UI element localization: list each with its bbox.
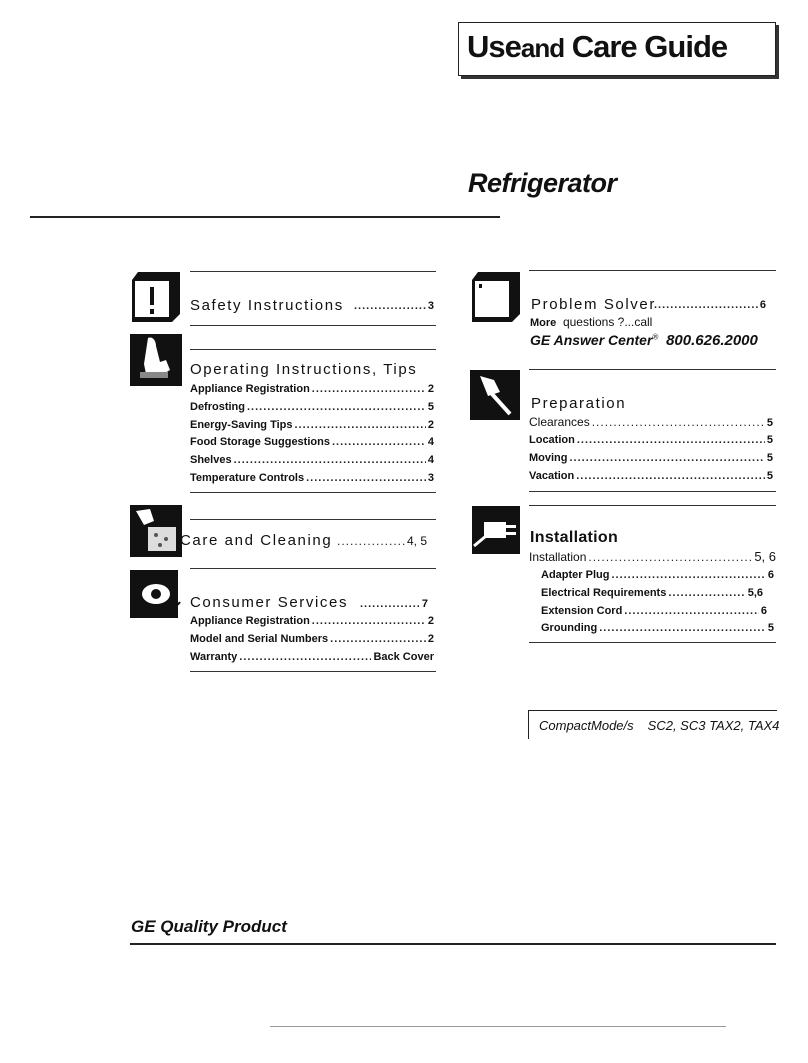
divider [529, 369, 776, 370]
list-item: Extension Cord ..... 6 [541, 605, 767, 617]
warning-icon [130, 270, 182, 329]
models-label: CompactMode/s [539, 718, 634, 733]
safety-entry: ..... 3 [352, 300, 434, 312]
list-item: Temperature Controls ..... 3 [190, 472, 434, 484]
product-title: Refrigerator [468, 168, 617, 198]
divider [529, 642, 776, 643]
list-item: Defrosting ..... 5 [190, 401, 434, 413]
list-item: Food Storage Suggestions ..... 4 [190, 436, 434, 448]
footer-rule [130, 943, 776, 945]
list-item: Location ..... 5 [529, 434, 773, 446]
divider [190, 671, 436, 672]
phone-hand-icon [130, 570, 182, 625]
page-bottom-rule [270, 1026, 726, 1027]
problem-entry: ..... 6 [652, 299, 766, 311]
divider [190, 492, 436, 493]
preparation-title: Preparation [531, 395, 627, 412]
list-item: Adapter Plug ..... 6 [541, 569, 774, 581]
list-item: Installation ..... 5, 6 [529, 549, 776, 564]
list-item: Electrical Requirements ..... 5,6 [541, 587, 763, 599]
registered-mark: ® [652, 332, 659, 342]
sponge-hand-icon [130, 505, 182, 562]
guide-title [467, 29, 727, 65]
problem-title: Problem Solver [531, 296, 656, 313]
list-item: Model and Serial Numbers ..... 2 [190, 633, 434, 645]
list-item: Appliance Registration ..... 2 [190, 615, 434, 627]
hand-tool-icon [470, 370, 522, 425]
title-use: Use [467, 29, 521, 64]
finger-press-icon [130, 334, 182, 391]
care-entry: ..... 4, 5 [335, 534, 427, 548]
divider [190, 349, 436, 350]
divider [190, 568, 436, 569]
list-item: Vacation ..... 5 [529, 470, 773, 482]
divider [190, 325, 436, 326]
refrigerator-icon [470, 270, 522, 329]
list-item: Energy-Saving Tips ..... 2 [190, 419, 434, 431]
list-item: Clearances ..... 5 [529, 415, 773, 429]
consumer-entry: ..... 7 [358, 598, 428, 610]
divider [529, 505, 776, 506]
questions-text: questions ?...call [562, 315, 653, 329]
consumer-title: Consumer Services [190, 594, 349, 611]
installation-title: Installation [530, 529, 619, 546]
operating-title: Operating Instructions, Tips [190, 361, 418, 378]
title-box [458, 22, 776, 76]
safety-title: Safety Instructions [190, 297, 344, 314]
list-item: Appliance Registration ..... 2 [190, 383, 434, 395]
divider [529, 491, 776, 492]
models-value: SC2, SC3 TAX2, TAX4 [647, 718, 780, 733]
plug-icon [472, 506, 522, 561]
title-and: and [520, 33, 565, 63]
footer-brand: GE Quality Product [131, 917, 287, 936]
list-item: Moving ..... 5 [529, 452, 773, 464]
answer-center-label: GE Answer Center [530, 332, 653, 348]
phone-number: 800.626.2000 [666, 332, 758, 349]
divider [190, 519, 436, 520]
list-item: Grounding ..... 5 [541, 622, 774, 634]
models-line [539, 718, 779, 733]
list-item: Shelves ..... 4 [190, 454, 434, 466]
divider [529, 270, 776, 271]
models-box [528, 710, 780, 739]
list-item: Warranty ..... Back Cover [190, 651, 434, 663]
divider [190, 271, 436, 272]
header-rule [30, 216, 500, 218]
answer-center [530, 332, 758, 349]
care-title: Care and Cleaning [180, 532, 333, 549]
title-rest: Care Guide [571, 29, 728, 64]
more-questions [530, 315, 652, 329]
more-label: More [530, 317, 557, 329]
